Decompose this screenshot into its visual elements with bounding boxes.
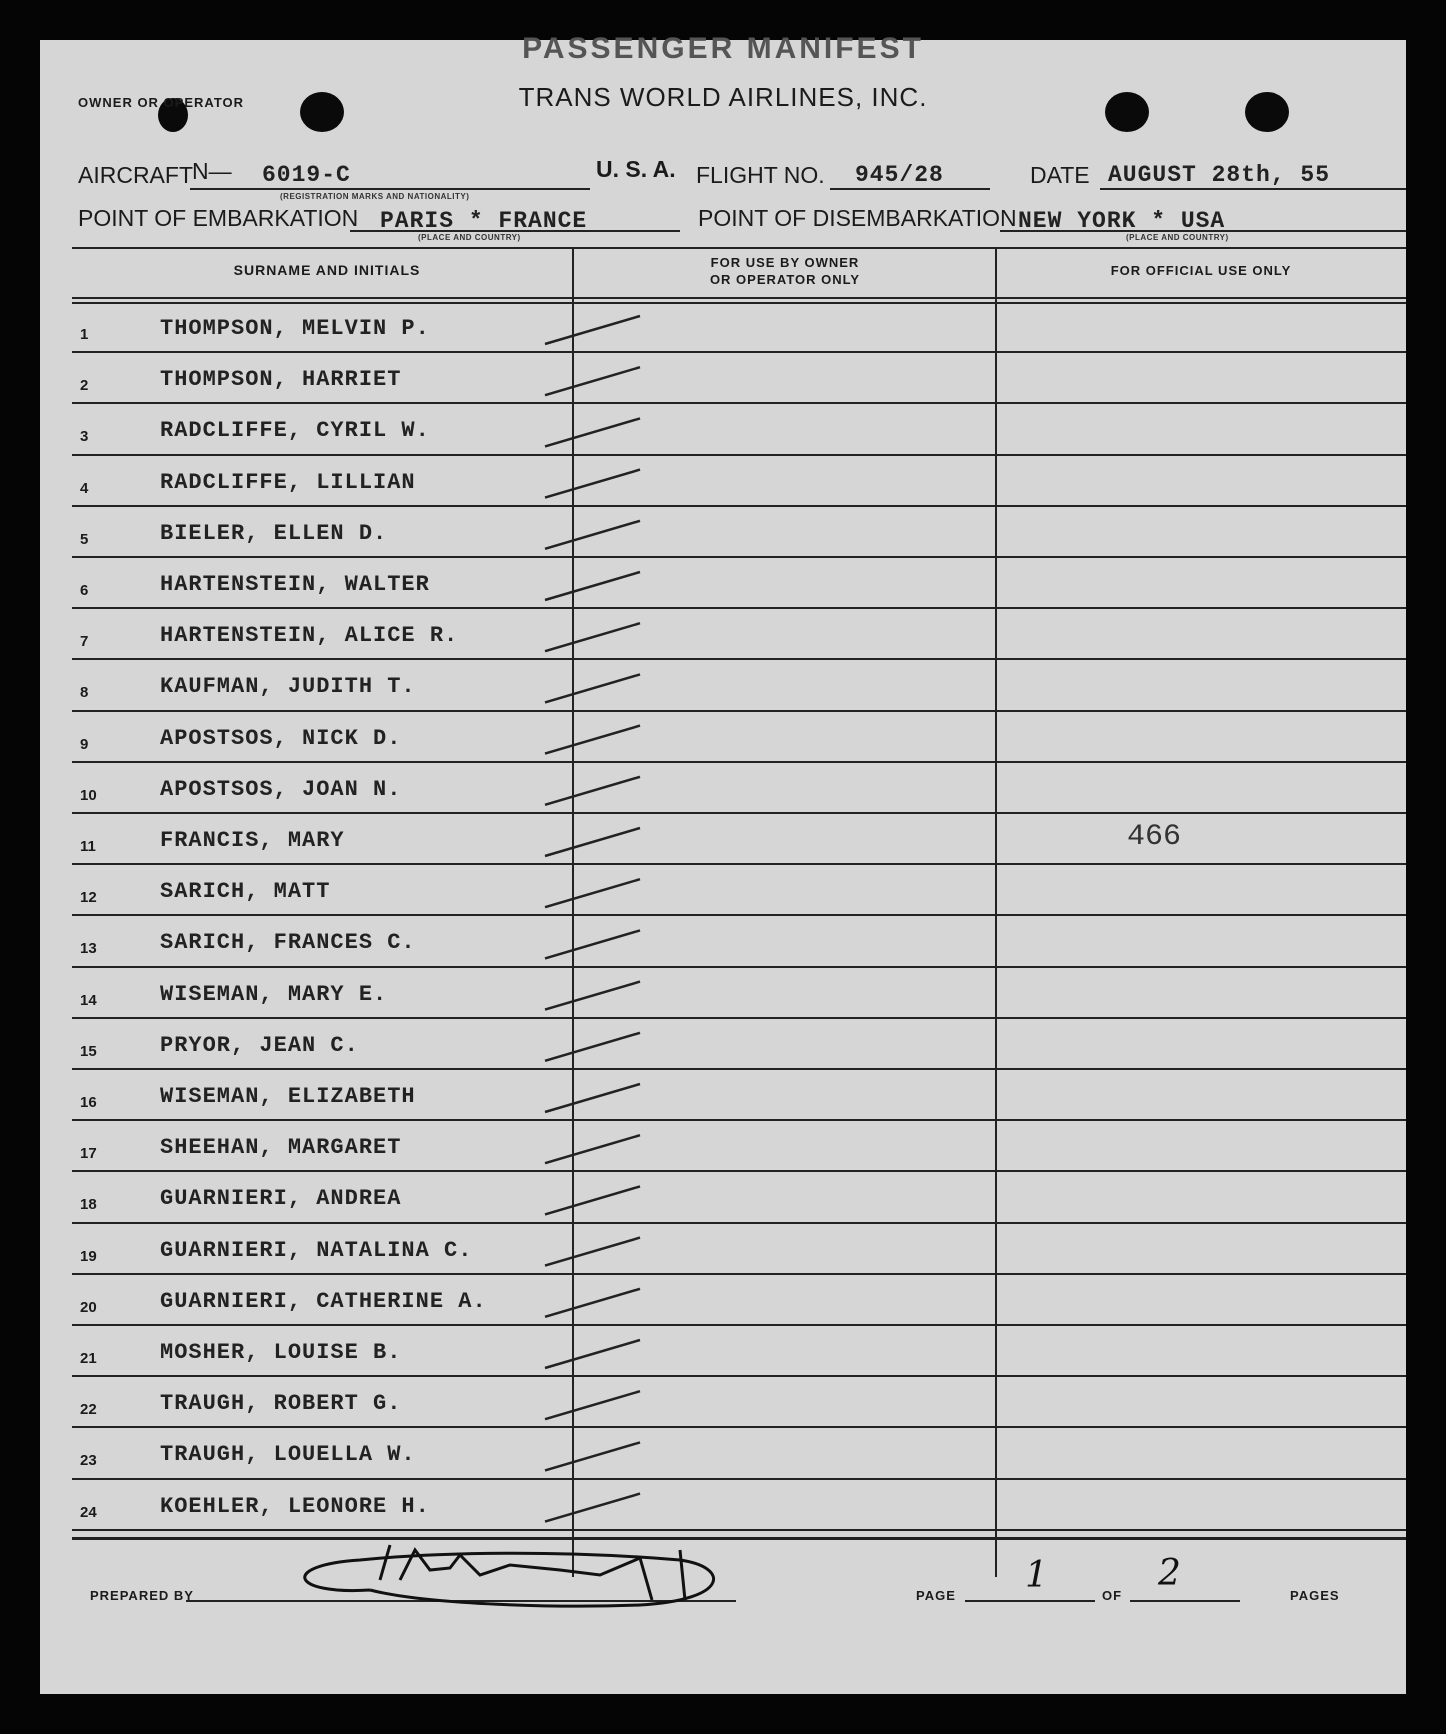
- date-value: AUGUST 28th, 55: [1108, 162, 1331, 188]
- of-value: 2: [1158, 1553, 1181, 1594]
- row-number: 14: [80, 991, 97, 1009]
- row-number: 3: [80, 428, 89, 446]
- row-number: 11: [80, 838, 96, 855]
- pages-label: PAGES: [1290, 1588, 1340, 1603]
- passenger-name: HARTENSTEIN, WALTER: [160, 572, 430, 597]
- disembark-value: NEW YORK * USA: [1018, 208, 1226, 234]
- check-mark: [545, 470, 640, 498]
- flight-value: 945/28: [855, 162, 944, 188]
- page-value: 1: [1025, 1555, 1048, 1596]
- row-number: 23: [80, 1452, 97, 1470]
- passenger-name: WISEMAN, MARY E.: [160, 981, 388, 1007]
- check-mark: [545, 1340, 640, 1368]
- check-mark: [545, 367, 640, 395]
- column-header-name: SURNAME AND INITIALS: [233, 262, 421, 278]
- row-number: 7: [80, 633, 89, 651]
- disembark-label: POINT OF DISEMBARKATION: [698, 205, 1017, 231]
- passenger-name: GUARNIERI, CATHERINE A.: [160, 1288, 487, 1314]
- column-header-owner-line2: OR OPERATOR ONLY: [709, 272, 861, 287]
- row-number: 24: [80, 1503, 97, 1521]
- date-label: DATE: [1030, 162, 1090, 188]
- check-mark: [545, 777, 640, 805]
- row-number: 10: [80, 786, 97, 804]
- passenger-name: KAUFMAN, JUDITH T.: [160, 674, 416, 700]
- row-number: 12: [80, 889, 97, 907]
- check-mark: [545, 1289, 640, 1317]
- row-number: 13: [80, 940, 97, 958]
- passenger-name: SHEEHAN, MARGARET: [160, 1135, 402, 1161]
- check-mark: [545, 572, 640, 600]
- embark-note: (PLACE AND COUNTRY): [418, 233, 521, 242]
- check-mark: [545, 674, 640, 702]
- check-mark: [545, 930, 640, 958]
- check-mark: [545, 1084, 640, 1112]
- column-header-official: FOR OFFICIAL USE ONLY: [1110, 263, 1292, 278]
- airline-name: TRANS WORLD AIRLINES, INC.: [518, 82, 928, 112]
- passenger-name: BIELER, ELLEN D.: [160, 520, 388, 546]
- check-mark: [545, 1135, 640, 1163]
- passenger-name: GUARNIERI, ANDREA: [160, 1186, 402, 1212]
- passenger-name: THOMPSON, HARRIET: [160, 367, 402, 393]
- passenger-name: TRAUGH, ROBERT G.: [160, 1391, 402, 1417]
- row-number: 18: [80, 1196, 97, 1214]
- passenger-name: APOSTSOS, NICK D.: [160, 725, 402, 751]
- passenger-name: HARTENSTEIN, ALICE R.: [160, 623, 459, 649]
- passenger-name: KOEHLER, LEONORE H.: [160, 1493, 430, 1519]
- aircraft-label: AIRCRAFT: [78, 162, 193, 188]
- check-mark: [545, 1186, 640, 1214]
- passenger-name: THOMPSON, MELVIN P.: [160, 316, 430, 341]
- row-number: 8: [80, 684, 89, 702]
- row-number: 9: [80, 735, 89, 753]
- row-number: 1: [80, 326, 89, 343]
- row-number: 5: [80, 530, 89, 548]
- row-number: 4: [80, 479, 89, 497]
- check-mark: [545, 879, 640, 907]
- passenger-name: FRANCIS, MARY: [160, 828, 345, 853]
- check-mark: [545, 982, 640, 1010]
- check-mark: [545, 1033, 640, 1061]
- check-mark: [545, 1494, 640, 1522]
- embark-label: POINT OF EMBARKATION: [78, 205, 359, 231]
- usa-label: U. S. A.: [596, 156, 676, 182]
- aircraft-value: 6019-C: [262, 162, 351, 188]
- page-label: PAGE: [916, 1588, 956, 1603]
- aircraft-prefix: N—: [192, 158, 232, 184]
- row-number: 21: [80, 1350, 97, 1367]
- embark-value: PARIS * FRANCE: [380, 208, 588, 234]
- check-mark: [545, 623, 640, 651]
- row-number: 15: [80, 1042, 97, 1060]
- passenger-name: PRYOR, JEAN C.: [160, 1032, 359, 1058]
- of-label: OF: [1102, 1588, 1123, 1603]
- row-number: 17: [80, 1145, 97, 1163]
- passenger-name: MOSHER, LOUISE B.: [160, 1340, 402, 1365]
- official-use-value: 466: [1127, 820, 1182, 854]
- check-marks: [40, 40, 1406, 1694]
- passenger-name: RADCLIFFE, CYRIL W.: [160, 418, 430, 444]
- passenger-name: TRAUGH, LOUELLA W.: [160, 1442, 416, 1468]
- column-header-owner-line1: FOR USE BY OWNER: [710, 255, 860, 270]
- disembark-note: (PLACE AND COUNTRY): [1126, 233, 1229, 242]
- passenger-name: SARICH, MATT: [160, 879, 331, 905]
- check-mark: [545, 316, 640, 344]
- row-number: 6: [80, 582, 89, 599]
- passenger-name: SARICH, FRANCES C.: [160, 930, 416, 956]
- check-mark: [545, 828, 640, 856]
- passenger-name: RADCLIFFE, LILLIAN: [160, 469, 416, 495]
- check-mark: [545, 521, 640, 549]
- row-number: 2: [80, 377, 89, 395]
- row-number: 22: [80, 1401, 97, 1419]
- check-mark: [545, 1391, 640, 1419]
- owner-label: OWNER OR OPERATOR: [78, 95, 245, 110]
- aircraft-note: (REGISTRATION MARKS AND NATIONALITY): [280, 192, 470, 201]
- prepared-label: PREPARED BY: [90, 1588, 194, 1603]
- passenger-name: WISEMAN, ELIZABETH: [160, 1084, 416, 1109]
- row-number: 16: [80, 1094, 97, 1111]
- manifest-title: PASSENGER MANIFEST: [522, 32, 924, 65]
- row-number: 20: [80, 1298, 97, 1316]
- check-mark: [545, 1238, 640, 1266]
- flight-label: FLIGHT NO.: [696, 162, 825, 188]
- check-mark: [545, 418, 640, 446]
- passenger-name: GUARNIERI, NATALINA C.: [160, 1237, 473, 1263]
- manifest-sheet: [40, 32, 1406, 1694]
- check-mark: [545, 1442, 640, 1470]
- passenger-name: APOSTSOS, JOAN N.: [160, 776, 402, 802]
- check-mark: [545, 726, 640, 754]
- row-number: 19: [80, 1247, 97, 1265]
